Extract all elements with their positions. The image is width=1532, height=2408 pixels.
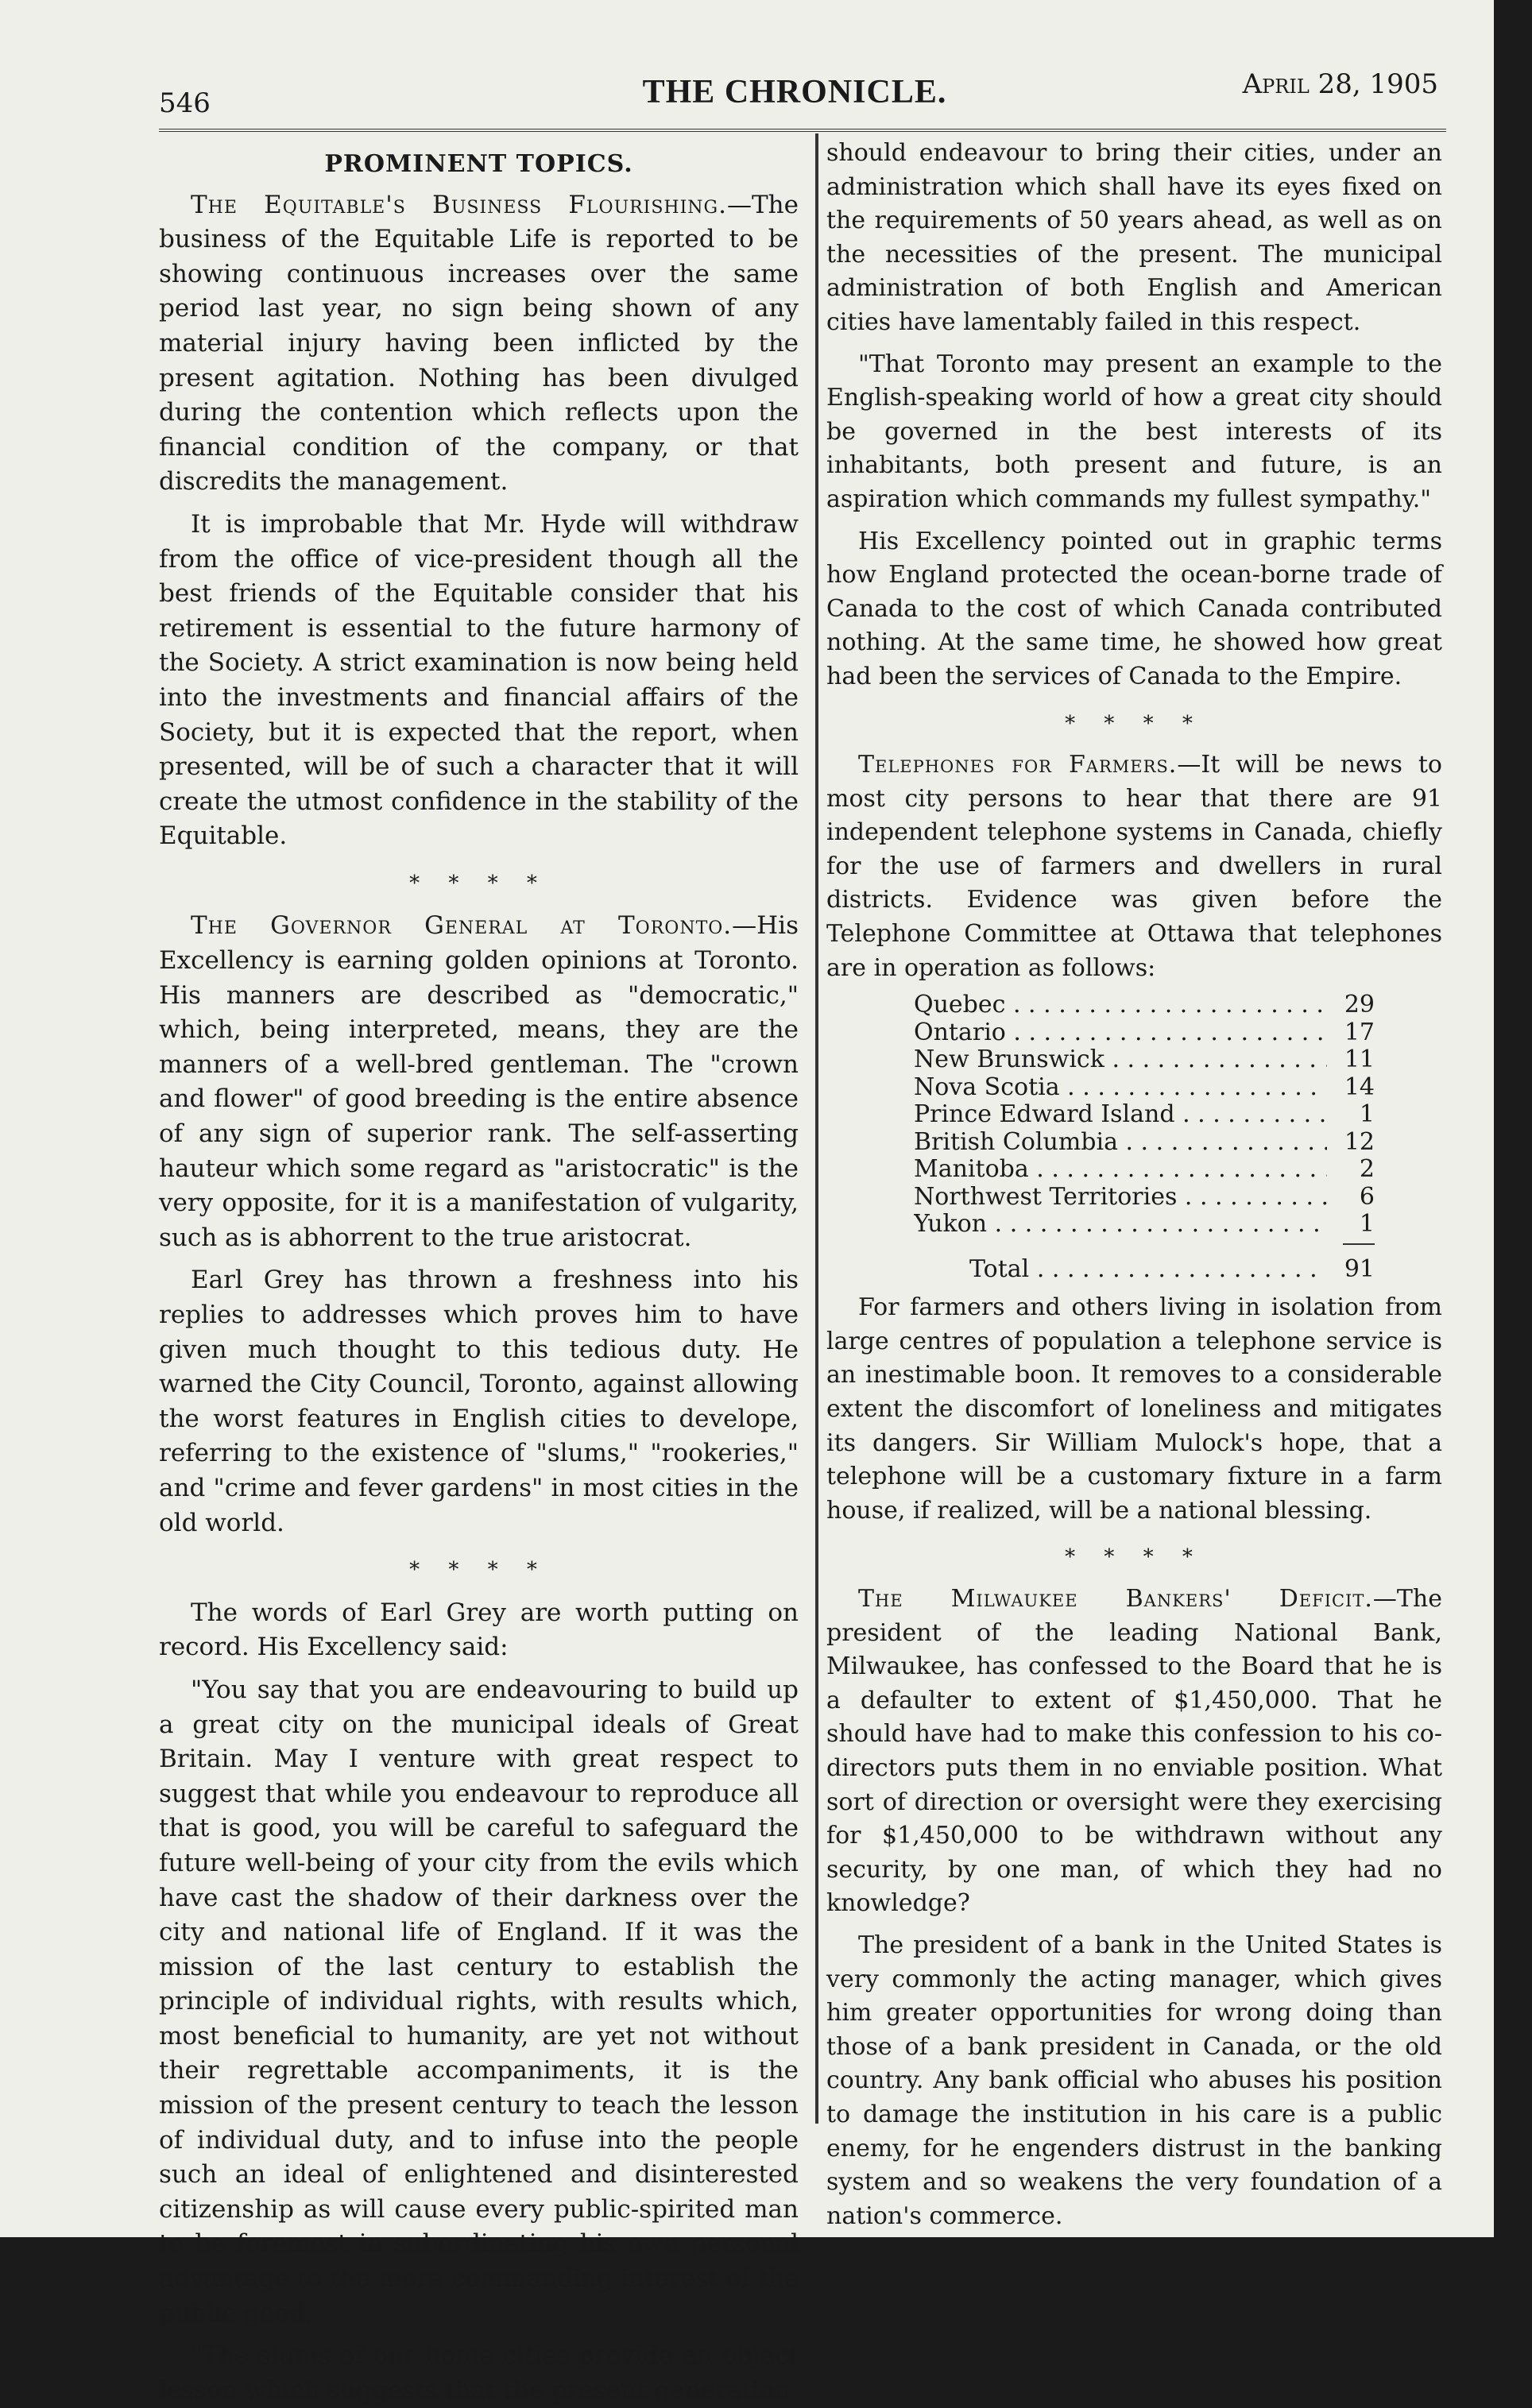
section-separator: * * * * xyxy=(1065,711,1204,736)
article-text: —It will be news to most city persons to hear that there are 91 independent telephone systems in Canada, chiefly for the use of farmers and dwellers in rural districts. Evidence was given before the Telephone Committee at Ottawa that telephones are in operation as follows: xyxy=(826,751,1442,982)
section-separator: * * * * xyxy=(1065,1545,1204,1570)
table-row: New Brunswick . . . 11 xyxy=(914,1046,1375,1074)
paragraph: The president of a bank in the United States is very commonly the acting manager, which gives him greater opportunities for wrong doing than those of a bank president in Canada, or the old country. Any bank official who abuses his position to damage the institution in his care is a public enemy, for he engenders distrust in the banking system and so weakens the very foundation of a nation's commerce. xyxy=(826,1931,1442,2230)
article-text: —The business of the Equitable Life is reported to be showing continuous increases over the same period last year, no sign being shown of any material injury having been inflicted by the present agitation. Nothing has been divulged during the contention which reflects upon the financial condition of the company, or that discredits the management. xyxy=(159,190,799,497)
article-heading: The Governor General at Toronto. xyxy=(191,911,733,941)
left-column xyxy=(159,147,799,2408)
article-heading: Telephones for Farmers. xyxy=(858,751,1178,779)
paragraph: For farmers and others living in isolation from large centres of population a telephone service is an inestimable boon. It removes to a considerable extent the discomfort of loneliness and mitigates its dangers. Sir William Mulock's hope, that a telephone will be a customary fixture in a farm house, if realized, will be a national blessing. xyxy=(826,1293,1442,1525)
table-row: Ontario . . . 17 xyxy=(914,1019,1375,1047)
header-rule xyxy=(159,129,1446,132)
table-row: British Columbia . . . 12 xyxy=(914,1129,1375,1157)
quotation-continued: should endeavour to bring their cities, under an administration which shall have its eyes fixed on the requirements of 50 years ahead, as well as on the necessities of the present. The municipal administration of both English and American cities have lamentably failed in this respect. xyxy=(826,139,1442,336)
issue-date: April 28, 1905 xyxy=(1242,68,1438,100)
table-row: Quebec . . . 29 xyxy=(914,991,1375,1019)
table-row: Manitoba . . . 2 xyxy=(914,1156,1375,1184)
paragraph: Earl Grey has thrown a freshness into his replies to addresses which proves him to have given much thought to this tedious duty. He warned the City Council, Toronto, against allowing the worst features in English cities to develope, referring to the existence of "slums," "rookeries," and "crime and fever gardens" in most cities in the old world. xyxy=(159,1266,799,1537)
article-heading: The Equitable's Business Flourishing. xyxy=(191,190,727,219)
article-governor-general xyxy=(159,909,799,1255)
table-row: Northwest Territories . . . 6 xyxy=(914,1184,1375,1212)
page-header xyxy=(151,64,1438,119)
right-column xyxy=(826,137,1442,2233)
quotation: "That Toronto may present an example to the English-speaking world of how a great city should be governed in the best interests of its inhabitants, both present and future, is an aspiration which commands my fullest sympathy." xyxy=(826,350,1442,513)
page-number: 546 xyxy=(159,87,211,119)
article-text: —His Excellency is earning golden opinions at Toronto. His manners are described as "democratic," which, being interpreted, means, they are the manners of a well-bred gentleman. The "crown and flower" of good breeding is the entire absence of any sign of superior rank. The self-asserting hauteur which some regard as "aristocratic" is the very opposite, for it is a manifestation of vulgarity, such as is abhorrent to the true aristocrat. xyxy=(159,911,799,1252)
quotation: "You say that you are endeavouring to build up a great city on the municipal ideals of Great Britain. May I venture with great respect to suggest that while you endeavour to reproduce all that is good, you will be careful to safeguard the future well-being of your city from the evils which have cast the shadow of their darkness over the city and national life of England. If it was the mission of the last century to establish the principle of individual rights, with results which, most beneficial to humanity, are yet not without their regrettable accompaniments, it is the mission of the present century to teach the lesson of individual duty, and to infuse into the people such an ideal of enlightened and disinterested citizenship as will cause every public-spirited man to be foremost in subordinating his own personal advantage to the more commanding interest of the public good. xyxy=(159,1675,799,2328)
article-telephones xyxy=(826,748,1442,985)
section-title: PROMINENT TOPICS. xyxy=(324,150,633,178)
table-row: Nova Scotia . . . 14 xyxy=(914,1074,1375,1102)
section-separator: * * * * xyxy=(409,871,548,895)
paragraph: His Excellency pointed out in graphic terms how England protected the ocean-borne trade of Canada to the cost of which Canada contributed nothing. At the same time, he showed how great had been the services of Canada to the Empire. xyxy=(826,527,1442,690)
section-separator: * * * * xyxy=(409,1558,548,1583)
sum-rule xyxy=(1343,1243,1375,1245)
article-milwaukee xyxy=(826,1583,1442,1921)
table-row: Prince Edward Island . . . 1 xyxy=(914,1101,1375,1129)
article-heading: The Milwaukee Bankers' Deficit. xyxy=(858,1585,1373,1613)
publication-title: THE CHRONICLE. xyxy=(642,74,947,110)
table-total-row: Total . . . 91 xyxy=(914,1256,1375,1284)
article-text: —The president of the leading National Bank, Milwaukee, has confessed to the Board that he is a defaulter to extent of $1,450,000. That he should have had to make this confession to his co-directors puts them in no enviable position. What sort of direction or oversight were they exercising for $1,450,000 to be withdrawn without any security, by one man, of which they had no knowledge? xyxy=(826,1585,1442,1918)
article-equitable xyxy=(159,188,799,500)
telephone-systems-table xyxy=(914,991,1375,1283)
column-divider xyxy=(815,133,818,2124)
table-row: Yukon . . . 1 xyxy=(914,1211,1375,1239)
quotation: "The slums of our home cities provide an object lesson which suggests that the present generation xyxy=(159,2341,799,2405)
paragraph: The words of Earl Grey are worth putting on record. His Excellency said: xyxy=(159,1598,799,1662)
paragraph: It is improbable that Mr. Hyde will withdraw from the office of vice-president though all the best friends of the Equitable consider that his retirement is essential to the future harmony of the Society. A strict examination is now being held into the investments and financial affairs of the Society, but it is expected that the report, when presented, will be of such a character that it will create the utmost confidence in the stability of the Equitable. xyxy=(159,509,799,851)
